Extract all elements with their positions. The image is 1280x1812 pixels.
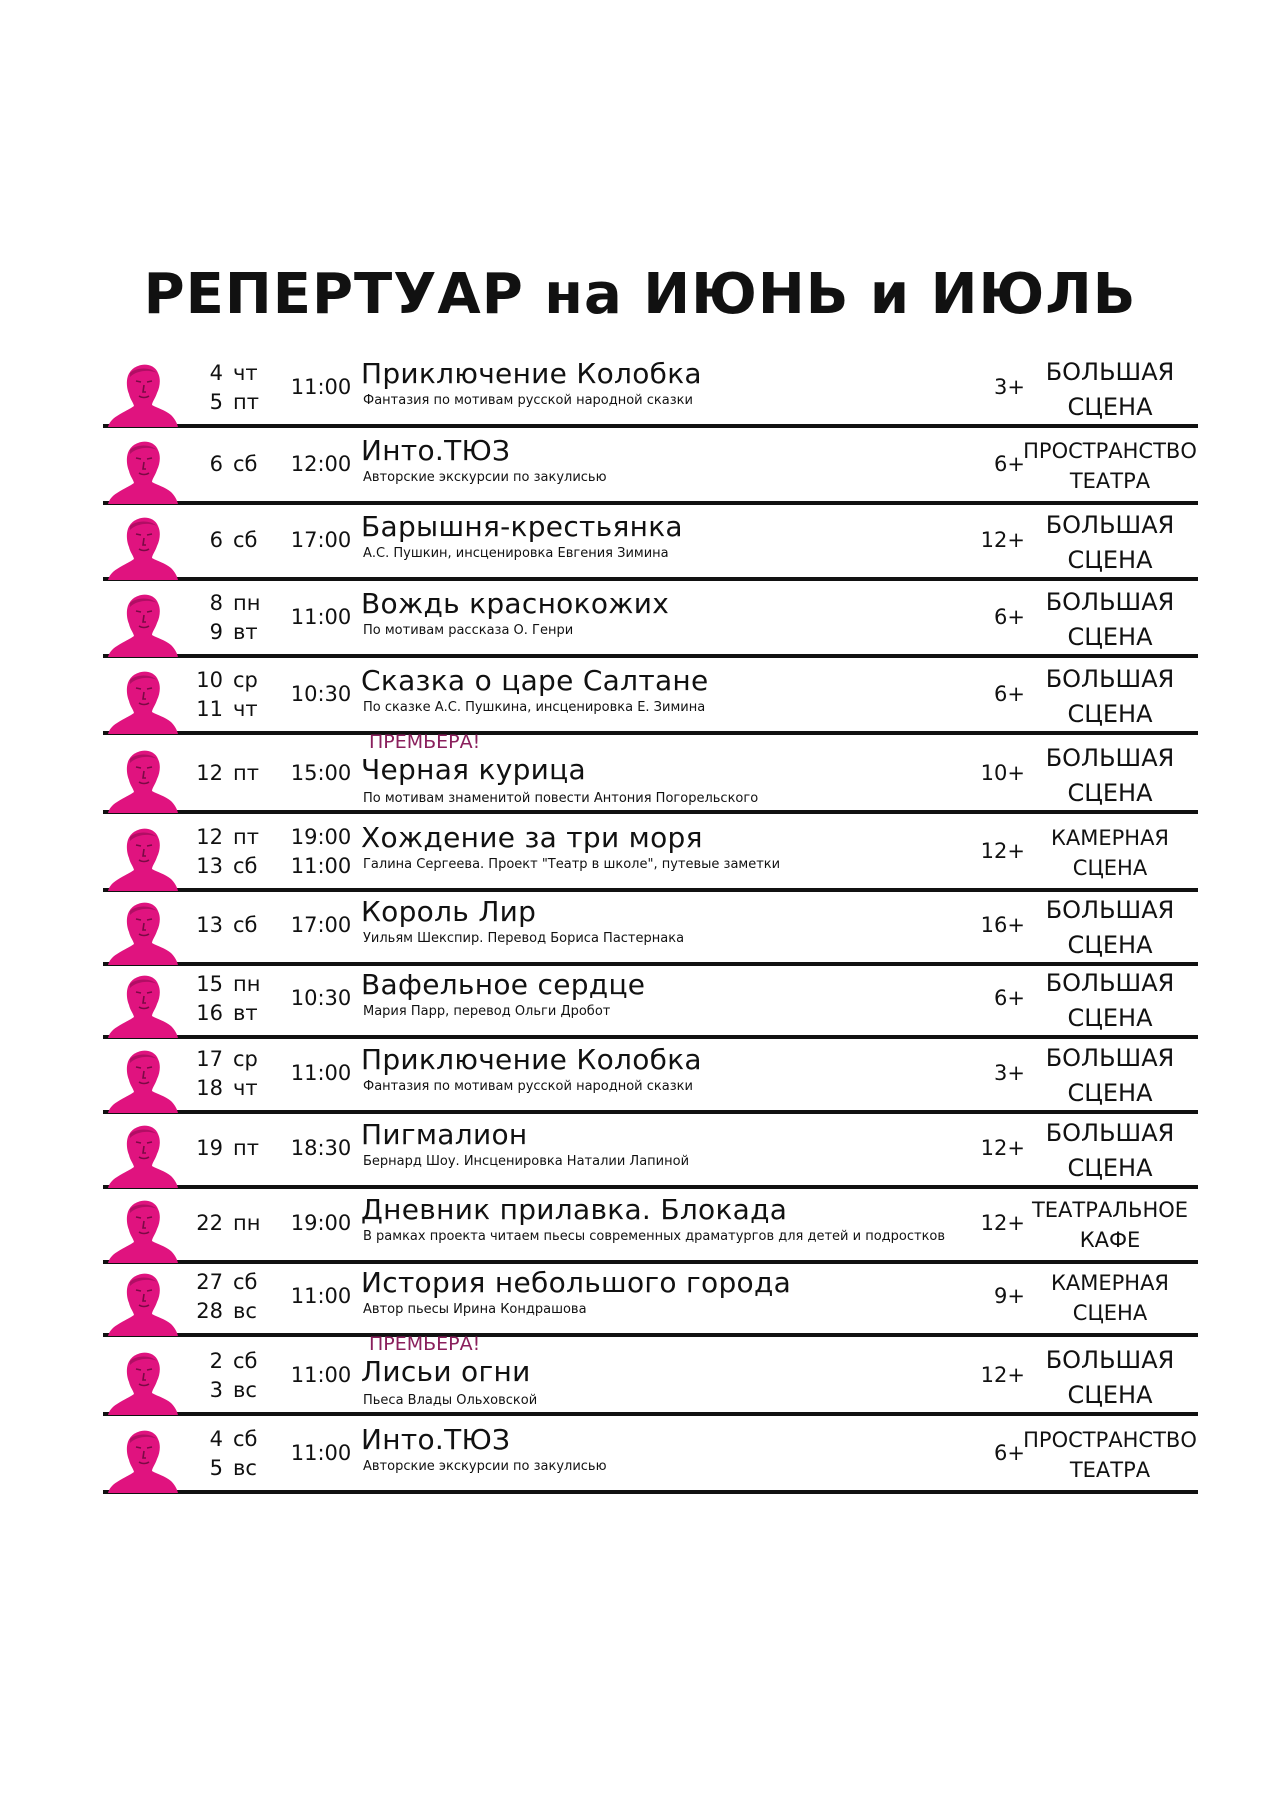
day-number: 9 (209, 620, 223, 644)
show-title: Инто.ТЮЗ (361, 1423, 511, 1456)
show-subtitle: Фантазия по мотивам русской народной сказки (363, 1079, 693, 1094)
repertoire-row (103, 583, 1198, 658)
show-title: История небольшого города (361, 1266, 792, 1299)
show-subtitle: Галина Сергеева. Проект "Театр в школе", путевые заметки (363, 857, 781, 872)
venue-line: БОЛЬШАЯ (1045, 1346, 1175, 1374)
show-dates (193, 589, 273, 653)
weekday: ср (233, 1047, 258, 1071)
age-rating: 12+ (980, 1363, 1025, 1387)
pushkin-bust-icon (105, 825, 181, 891)
show-time: 19:00 (290, 825, 352, 849)
pushkin-bust-icon (105, 1270, 181, 1336)
show-subtitle: Мария Парр, перевод Ольги Дробот (363, 1004, 611, 1019)
venue-line: БОЛЬШАЯ (1045, 358, 1175, 386)
repertoire-row (103, 1419, 1198, 1494)
show-times (275, 589, 367, 653)
day-number: 28 (196, 1299, 223, 1323)
pushkin-bust-icon (105, 514, 181, 580)
show-dates (193, 1195, 273, 1259)
venue-line: ТЕАТРАЛЬНОЕ (1031, 1198, 1189, 1222)
show-title: Лисьи огни (361, 1355, 531, 1388)
show-times (275, 897, 367, 961)
day-number: 6 (209, 528, 223, 552)
show-time: 11:00 (290, 1363, 352, 1387)
venue-line: БОЛЬШАЯ (1045, 665, 1175, 693)
day-number: 15 (196, 972, 223, 996)
repertoire-row (103, 1039, 1198, 1114)
day-number: 6 (209, 452, 223, 476)
show-subtitle: Уильям Шекспир. Перевод Бориса Пастернака (363, 931, 685, 946)
age-rating: 3+ (994, 1061, 1025, 1085)
show-time: 11:00 (290, 1441, 352, 1465)
day-number: 18 (196, 1076, 223, 1100)
show-info (361, 817, 1061, 892)
day-number: 19 (196, 1136, 223, 1160)
age-rating: 6+ (994, 986, 1025, 1010)
show-info (361, 1039, 1061, 1114)
show-dates (193, 1425, 273, 1489)
show-subtitle: Фантазия по мотивам русской народной сказки (363, 393, 693, 408)
show-times (275, 512, 367, 576)
show-times (275, 666, 367, 730)
show-info (361, 1333, 1061, 1416)
venue (1021, 1425, 1199, 1485)
show-time: 15:00 (290, 761, 352, 785)
show-info (361, 353, 1061, 428)
venue-line: ПРОСТРАНСТВО (1023, 1428, 1197, 1452)
repertoire-row (103, 891, 1198, 966)
weekday: пт (233, 825, 259, 849)
show-info (361, 506, 1061, 581)
venue-line: СЦЕНА (1067, 1381, 1153, 1409)
age-rating: 12+ (980, 1136, 1025, 1160)
venue (1021, 1268, 1199, 1328)
show-time: 19:00 (290, 1211, 352, 1235)
show-subtitle: Автор пьесы Ирина Кондрашова (363, 1302, 587, 1317)
weekday: вс (233, 1299, 257, 1323)
weekday: сб (233, 1349, 258, 1373)
age-rating: 12+ (980, 1211, 1025, 1235)
weekday: сб (233, 913, 258, 937)
weekday: сб (233, 528, 258, 552)
weekday: вт (233, 620, 258, 644)
day-number: 12 (196, 825, 223, 849)
weekday: чт (233, 361, 258, 385)
show-time: 10:30 (290, 986, 352, 1010)
show-subtitle: По мотивам рассказа О. Генри (363, 623, 574, 638)
show-dates (193, 897, 273, 961)
show-info (361, 430, 1061, 505)
venue (1021, 1041, 1199, 1111)
venue-line: КАМЕРНАЯ (1050, 1271, 1170, 1295)
venue (1021, 662, 1199, 732)
day-number: 3 (209, 1378, 223, 1402)
venue-line: СЦЕНА (1067, 779, 1153, 807)
show-times (275, 1347, 367, 1411)
show-title: Дневник прилавка. Блокада (361, 1193, 788, 1226)
repertoire-row (103, 1189, 1198, 1264)
day-number: 4 (209, 361, 223, 385)
show-info (361, 891, 1061, 966)
repertoire-row (103, 506, 1198, 581)
show-time: 11:00 (290, 854, 352, 878)
age-rating: 12+ (980, 528, 1025, 552)
venue-line: СЦЕНА (1067, 931, 1153, 959)
show-info (361, 660, 1061, 735)
day-number: 16 (196, 1001, 223, 1025)
weekday: пн (233, 591, 261, 615)
age-rating: 6+ (994, 605, 1025, 629)
show-dates (193, 1045, 273, 1109)
show-dates (193, 745, 273, 809)
show-times (275, 1045, 367, 1109)
weekday: пн (233, 1211, 261, 1235)
day-number: 12 (196, 761, 223, 785)
day-number: 27 (196, 1270, 223, 1294)
premiere-label: ПРЕМЬЕРА! (369, 1333, 481, 1355)
show-title: Инто.ТЮЗ (361, 434, 511, 467)
day-number: 4 (209, 1427, 223, 1451)
age-rating: 3+ (994, 375, 1025, 399)
weekday: чт (233, 697, 258, 721)
show-info (361, 731, 1061, 814)
show-time: 11:00 (290, 375, 352, 399)
show-dates (193, 436, 273, 500)
show-times (275, 359, 367, 423)
show-info (361, 1189, 1061, 1264)
show-times (275, 1120, 367, 1184)
show-time: 11:00 (290, 1061, 352, 1085)
show-title: Черная курица (361, 753, 586, 786)
age-rating: 10+ (980, 761, 1025, 785)
pushkin-bust-icon (105, 1427, 181, 1493)
pushkin-bust-icon (105, 438, 181, 504)
venue-line: БОЛЬШАЯ (1045, 744, 1175, 772)
show-times (275, 1268, 367, 1332)
repertoire-row (103, 1333, 1198, 1416)
venue (1021, 966, 1199, 1036)
show-info (361, 583, 1061, 658)
show-time: 11:00 (290, 605, 352, 629)
weekday: сб (233, 452, 258, 476)
show-time: 11:00 (290, 1284, 352, 1308)
weekday: вс (233, 1456, 257, 1480)
age-rating: 6+ (994, 1441, 1025, 1465)
venue (1021, 1116, 1199, 1186)
show-title: Пигмалион (361, 1118, 528, 1151)
repertoire-row (103, 817, 1198, 892)
show-times (275, 1425, 367, 1489)
age-rating: 6+ (994, 452, 1025, 476)
venue-line: СЦЕНА (1067, 546, 1153, 574)
show-info (361, 1262, 1061, 1337)
repertoire-row (103, 1262, 1198, 1337)
pushkin-bust-icon (105, 972, 181, 1038)
weekday: сб (233, 854, 258, 878)
pushkin-bust-icon (105, 668, 181, 734)
venue-line: СЦЕНА (1067, 1004, 1153, 1032)
show-subtitle: Авторские экскурсии по закулисью (363, 1459, 607, 1474)
repertoire-row (103, 430, 1198, 505)
repertoire-row (103, 660, 1198, 735)
show-dates (193, 359, 273, 423)
show-time: 17:00 (290, 528, 352, 552)
day-number: 8 (209, 591, 223, 615)
show-times (275, 823, 367, 887)
venue-line: БОЛЬШАЯ (1045, 1044, 1175, 1072)
weekday: вс (233, 1378, 257, 1402)
show-info (361, 964, 1061, 1039)
pushkin-bust-icon (105, 591, 181, 657)
venue-line: ПРОСТРАНСТВО (1023, 439, 1197, 463)
weekday: пт (233, 761, 259, 785)
show-subtitle: Авторские экскурсии по закулисью (363, 470, 607, 485)
day-number: 10 (196, 668, 223, 692)
show-times (275, 1195, 367, 1259)
venue (1021, 355, 1199, 425)
repertoire-row (103, 731, 1198, 814)
show-title: Король Лир (361, 895, 537, 928)
weekday: пт (233, 390, 259, 414)
venue-line: БОЛЬШАЯ (1045, 588, 1175, 616)
venue-line: БОЛЬШАЯ (1045, 969, 1175, 997)
venue (1021, 1343, 1199, 1413)
venue-line: БОЛЬШАЯ (1045, 511, 1175, 539)
pushkin-bust-icon (105, 1197, 181, 1263)
venue (1021, 893, 1199, 963)
venue-line: СЦЕНА (1067, 1079, 1153, 1107)
show-dates (193, 666, 273, 730)
weekday: пт (233, 1136, 259, 1160)
show-dates (193, 1268, 273, 1332)
show-title: Сказка о царе Салтане (361, 664, 709, 697)
venue-line: БОЛЬШАЯ (1045, 896, 1175, 924)
show-title: Вафельное сердце (361, 968, 646, 1001)
show-times (275, 745, 367, 809)
show-title: Вождь краснокожих (361, 587, 670, 620)
page-title: РЕПЕРТУАР на ИЮНЬ и ИЮЛЬ (143, 262, 1137, 327)
venue-line: СЦЕНА (1067, 1154, 1153, 1182)
venue-line: ТЕАТРА (1069, 1458, 1151, 1482)
show-dates (193, 970, 273, 1034)
venue-line: СЦЕНА (1067, 393, 1153, 421)
show-subtitle: В рамках проекта читаем пьесы современных драматургов для детей и подростков (363, 1229, 946, 1244)
weekday: ср (233, 668, 258, 692)
venue-line: СЦЕНА (1072, 856, 1148, 880)
venue (1021, 436, 1199, 496)
day-number: 5 (209, 1456, 223, 1480)
repertoire-row (103, 353, 1198, 428)
venue-line: ТЕАТРА (1069, 469, 1151, 493)
age-rating: 9+ (994, 1284, 1025, 1308)
show-info (361, 1114, 1061, 1189)
show-title: Приключение Колобка (361, 357, 702, 390)
venue-line: КАФЕ (1079, 1228, 1141, 1252)
day-number: 2 (209, 1349, 223, 1373)
show-time: 17:00 (290, 913, 352, 937)
venue (1021, 1195, 1199, 1255)
weekday: пн (233, 972, 261, 996)
venue-line: КАМЕРНАЯ (1050, 826, 1170, 850)
show-title: Барышня-крестьянка (361, 510, 683, 543)
pushkin-bust-icon (105, 361, 181, 427)
show-subtitle: Пьеса Влады Ольховской (363, 1393, 538, 1408)
pushkin-bust-icon (105, 1349, 181, 1415)
day-number: 17 (196, 1047, 223, 1071)
show-title: Приключение Колобка (361, 1043, 702, 1076)
show-subtitle: По мотивам знаменитой повести Антония Погорельского (363, 791, 759, 806)
venue-line: БОЛЬШАЯ (1045, 1119, 1175, 1147)
show-info (361, 1419, 1061, 1494)
show-dates (193, 1120, 273, 1184)
show-subtitle: А.С. Пушкин, инсценировка Евгения Зимина (363, 546, 669, 561)
pushkin-bust-icon (105, 899, 181, 965)
weekday: чт (233, 1076, 258, 1100)
pushkin-bust-icon (105, 1122, 181, 1188)
show-dates (193, 512, 273, 576)
show-subtitle: Бернард Шоу. Инсценировка Наталии Лапиной (363, 1154, 690, 1169)
show-times (275, 970, 367, 1034)
age-rating: 16+ (980, 913, 1025, 937)
age-rating: 6+ (994, 682, 1025, 706)
venue (1021, 508, 1199, 578)
age-rating: 12+ (980, 839, 1025, 863)
show-time: 18:30 (290, 1136, 352, 1160)
repertoire-row (103, 964, 1198, 1039)
pushkin-bust-icon (105, 1047, 181, 1113)
pushkin-bust-icon (105, 747, 181, 813)
show-time: 10:30 (290, 682, 352, 706)
day-number: 11 (196, 697, 223, 721)
show-time: 12:00 (290, 452, 352, 476)
day-number: 5 (209, 390, 223, 414)
weekday: сб (233, 1270, 258, 1294)
day-number: 22 (196, 1211, 223, 1235)
venue (1021, 823, 1199, 883)
weekday: сб (233, 1427, 258, 1451)
repertoire-row (103, 1114, 1198, 1189)
day-number: 13 (196, 854, 223, 878)
venue-line: СЦЕНА (1067, 700, 1153, 728)
show-dates (193, 823, 273, 887)
show-times (275, 436, 367, 500)
show-dates (193, 1347, 273, 1411)
venue-line: СЦЕНА (1067, 623, 1153, 651)
venue (1021, 741, 1199, 811)
show-title: Хождение за три моря (361, 821, 703, 854)
weekday: вт (233, 1001, 258, 1025)
venue-line: СЦЕНА (1072, 1301, 1148, 1325)
venue (1021, 585, 1199, 655)
day-number: 13 (196, 913, 223, 937)
premiere-label: ПРЕМЬЕРА! (369, 731, 481, 753)
show-subtitle: По сказке А.С. Пушкина, инсценировка Е. Зимина (363, 700, 706, 715)
